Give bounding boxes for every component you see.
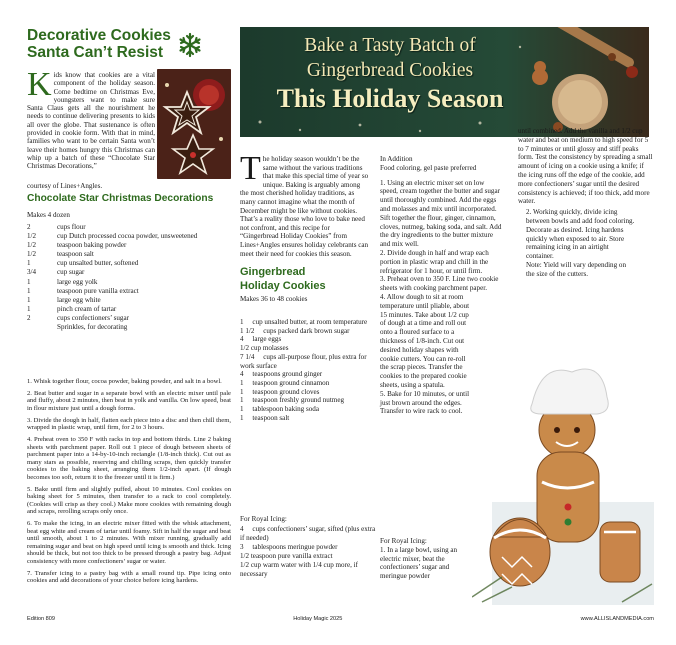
- ingredient-name: cup Dutch processed cocoa powder, unsweetened: [57, 232, 198, 241]
- middle-column: [240, 150, 378, 605]
- ingredient-row: 1/2 cup molasses: [240, 344, 289, 353]
- ingredient-row: 1 teaspoon ground cloves: [240, 387, 320, 396]
- ingredient-name: teaspoon pure vanilla extract: [57, 286, 139, 295]
- ingredient-row: 1 tablespoon baking soda: [240, 405, 320, 414]
- ingredient-name: pinch cream of tartar: [57, 304, 117, 313]
- icing-heading: For Royal Icing:: [240, 515, 287, 523]
- icing-step-2: 2. Working quickly, divide icing between bowls and add food coloring. Decorate as desired. Icing hardens quickly when exposed to air. Store remaining icing in an airtight container.: [526, 208, 635, 261]
- ingredient-row: 1 1/2 cups packed dark brown sugar: [240, 326, 350, 335]
- page-footer: [27, 613, 654, 625]
- direction-step: 7. Transfer icing to a pastry bag with a small round tip. Pipe icing onto cookies and add decorations of your choice before icing hardens.: [27, 569, 231, 585]
- direction-step: 4. Allow dough to sit at room temperature until pliable, about 15 minutes. Take about 1/2 cup of dough at a time and roll out onto a floured surface to a thickness of 1/8-inch. Cut out desired holiday shapes with cookie cutters. You can re-roll the scrap pieces. Transfer the cookies to the prepared cookie sheets, using a spatula.: [380, 292, 470, 389]
- icing-ingredient-row: 1/2 cup warm water with 1/4 cup more, if necessary: [240, 560, 360, 578]
- direction-step: 3. Divide the dough in half, flatten each piece into a disc and then chill them, wrapped in plastic wrap, until firm, for 2 to 3 hours.: [27, 416, 231, 432]
- recipe-title: [240, 265, 326, 293]
- gingerbread-intro: [240, 150, 370, 258]
- drop-cap: T: [240, 150, 261, 187]
- ingredient-name: teaspoon baking powder: [57, 241, 127, 250]
- ingredient-qty: 1: [27, 259, 31, 268]
- ingredient-qty: [27, 323, 57, 332]
- title-line-2: Santa Can’t Resist: [27, 44, 164, 61]
- ingredients-list: [240, 318, 376, 422]
- icing-ingredients-list: [240, 525, 376, 578]
- direction-step: 1. Whisk together flour, cocoa powder, baking powder, and salt in a bowl.: [27, 378, 222, 385]
- ingredient-qty: 3/4: [27, 268, 37, 277]
- ingredient-row: [27, 314, 231, 323]
- recipe-title-line-1: Gingerbread: [240, 266, 306, 278]
- website-link[interactable]: www.ALLISLANDMEDIA.com: [580, 616, 654, 622]
- direction-step: 3. Preheat oven to 350 F. Line two cookie sheets with cooking parchment paper.: [380, 275, 499, 293]
- ingredient-row: [27, 232, 231, 241]
- banner-line-1: Bake a Tasty Batch of: [304, 35, 476, 56]
- directions-list: [27, 378, 231, 589]
- icing-ingredient-row: 4 cups confectioners’ sugar, sifted (plus extra if needed): [240, 525, 378, 542]
- left-article: [27, 27, 231, 607]
- ingredient-name: teaspoon salt: [57, 250, 94, 259]
- direction-step: 4. Preheat oven to 350 F with racks in top and bottom thirds. Line 2 baking sheets with parchment paper. Roll out 1 piece of dough between sheets of parchment paper into a 14-by-10-inch rectangle (1/8-inch thick). Cut out as many stars as possible, reserving and chilling scraps, then quickly transfer cookies to the baking sheet, arranging them 1/2-inch apart. (If dough becomes too soft, return it to the freezer until it is firm.): [27, 436, 231, 481]
- banner: [240, 27, 649, 137]
- ingredient-qty: 1: [27, 286, 31, 295]
- ingredient-name: large egg white: [57, 295, 101, 304]
- ingredient-qty: 1/2: [27, 232, 37, 241]
- ingredient-row: 7 1/4 cups all-purpose flour, plus extra for work surface: [240, 352, 369, 370]
- banner-line-2: Gingerbread Cookies: [306, 60, 474, 81]
- ingredients-list: [27, 223, 231, 332]
- snowflake-icon: [177, 32, 203, 58]
- ingredient-row: [27, 259, 231, 268]
- article-title: [27, 27, 177, 61]
- edition-number: Edition 809: [27, 616, 55, 622]
- ingredient-name: Sprinkles, for decorating: [57, 323, 128, 332]
- ingredient-row: [27, 268, 231, 277]
- ingredient-row: [27, 278, 231, 287]
- publication-title: Holiday Magic 2025: [293, 616, 343, 622]
- ingredient-row: [27, 250, 231, 259]
- ingredient-row: 1 teaspoon ground cinnamon: [240, 378, 330, 387]
- addition-heading: In Addition: [380, 155, 413, 163]
- direction-step: 6. To make the icing, in an electric mixer fitted with the whisk attachment, beat egg white and cream of tartar until foamy. Sift in half the sugar and beat until smooth, about 1 to 2 minutes. With mixer running, gradually add remaining sugar and beat on high speed until icing is smooth and thick. Icing should be thick, but not too thick to be pressed through a pastry bag. Adjust consistency with more confectioners’ sugar or water.: [27, 520, 231, 565]
- ingredient-row: [27, 305, 231, 314]
- ingredient-row: 1 teaspoon freshly ground nutmeg: [240, 396, 345, 405]
- ingredient-row: 4 large eggs: [240, 335, 282, 344]
- ingredient-row: [27, 296, 231, 305]
- intro-text: ids know that cookies are a vital component of the holiday season. Come bedtime on Christmas Eve, youngsters want to make sure Santa Claus gets all the nourishment he needs to continue delivering presents to kids all over the globe. That sustenance is often provided in cookie form. With that in mind, families who want to be certain Santa won’t leave their homes hungry this Christmas can whip up a batch of these “Chocolate Star Christmas Decorations,”: [27, 71, 155, 171]
- ingredient-row: 1 cup unsalted butter, at room temperature: [240, 318, 368, 326]
- ingredient-row: [27, 287, 231, 296]
- recipe-yield: Makes 4 dozen: [27, 211, 70, 219]
- banner-line-3: This Holiday Season: [276, 84, 504, 113]
- ingredient-name: large egg yolk: [57, 277, 98, 286]
- ingredient-qty: 1: [27, 295, 31, 304]
- ingredient-qty: 2: [27, 313, 31, 322]
- icing-ingredient-row: 1/2 teaspoon pure vanilla extract: [240, 551, 333, 560]
- drop-cap: K: [27, 66, 52, 103]
- ingredient-name: cup unsalted butter, softened: [57, 259, 139, 268]
- chocolate-star-cookies-photo: [157, 69, 231, 179]
- intro-paragraph: [27, 66, 155, 171]
- direction-step: 5. Bake for 10 minutes, or until just brown around the edges. Transfer to wire rack to cool.: [380, 389, 470, 416]
- ingredient-name: cup sugar: [57, 268, 85, 277]
- intro-tail: courtesy of Lines+Angles.: [27, 182, 103, 190]
- icing-ingredient-row: 3 tablespoons meringue powder: [240, 542, 338, 551]
- ingredient-qty: 1: [27, 277, 31, 286]
- ingredient-name: cups flour: [57, 223, 86, 231]
- ingredient-qty: 1: [27, 304, 31, 313]
- direction-step: 1. Using an electric mixer set on low speed, cream together the butter and sugar until thoroughly combined. Add the eggs and molasses and mix until incorporated. Sift together the flour, ginger, cinnamon, cloves, nutmeg, baking soda, and salt. Add the dry ingredients to the butter mixture and mix well.: [380, 178, 502, 249]
- gingerbread-cookies-photo: [472, 352, 654, 605]
- icing-heading: For Royal Icing:: [380, 537, 427, 545]
- addition-text: Food coloring, gel paste preferred: [380, 163, 477, 172]
- yield-note: Note: Yield will vary depending on the size of the cutters.: [526, 260, 627, 278]
- ingredient-row: [27, 323, 231, 332]
- icing-step: 1. In a large bowl, using an electric mixer, beat the confectioners’ sugar and meringue powder: [380, 545, 458, 581]
- direction-step: 5. Bake until firm and slightly puffed, about 10 minutes. Cool cookies on baking sheet for 5 minutes, then transfer to a rack to cool completely. (Cookies will crisp as they cool.) Make more cookies with remaining dough and scraps, rerolling scraps only once.: [27, 485, 231, 516]
- ingredient-row: 1 teaspoon salt: [240, 413, 290, 422]
- recipe-title-line-2: Holiday Cookies: [240, 280, 326, 292]
- ingredient-row: [27, 223, 231, 232]
- directions-continued: [518, 127, 654, 279]
- ingredient-name: cups confectioners’ sugar: [57, 313, 129, 322]
- recipe-title: Chocolate Star Christmas Decorations: [27, 193, 214, 204]
- title-line-1: Decorative Cookies: [27, 27, 171, 44]
- recipe-yield: Makes 36 to 48 cookies: [240, 295, 308, 303]
- ingredient-qty: 1/2: [27, 241, 37, 250]
- ingredient-qty: 1/2: [27, 250, 37, 259]
- direction-step: 2. Divide dough in half and wrap each portion in plastic wrap and chill in the refrigerator for 1 hour, or until firm.: [380, 248, 489, 275]
- ingredient-qty: 2: [27, 223, 31, 231]
- intro-text: he holiday season wouldn’t be the same without the various traditions that make this special time of year so unique. Baking is arguably among the most cherished holiday traditions, as many cannot imagine what the month of December might be like without cookies. That’s a reality those who love to bake need not confront, and this recipe for “Gingerbread Holiday Cookies” from Lines+Angles ensures holiday celebrants can meet their need for cookies this season.: [240, 155, 369, 258]
- direction-step: 2. Beat butter and sugar in a separate bowl with an electric mixer until pale and fluffy, about 2 minutes, then beat in yolk and vanilla. On low speed, beat in flour mixture just until a dough forms.: [27, 389, 231, 412]
- ingredient-row: [27, 241, 231, 250]
- icing-step-continued: until combined. Add the vanilla and 1/2 cup water and beat on medium to high speed for 5 to 7 minutes or until glossy and stiff peaks form. Test the consistency by spreading a small amount of icing on a cookie using a knife; if the icing runs off the edge of the cookie, add more confectioners’ sugar until the desired consistency is achieved; if too thick, add more water.: [518, 127, 653, 206]
- ingredient-row: 4 teaspoons ground ginger: [240, 370, 323, 379]
